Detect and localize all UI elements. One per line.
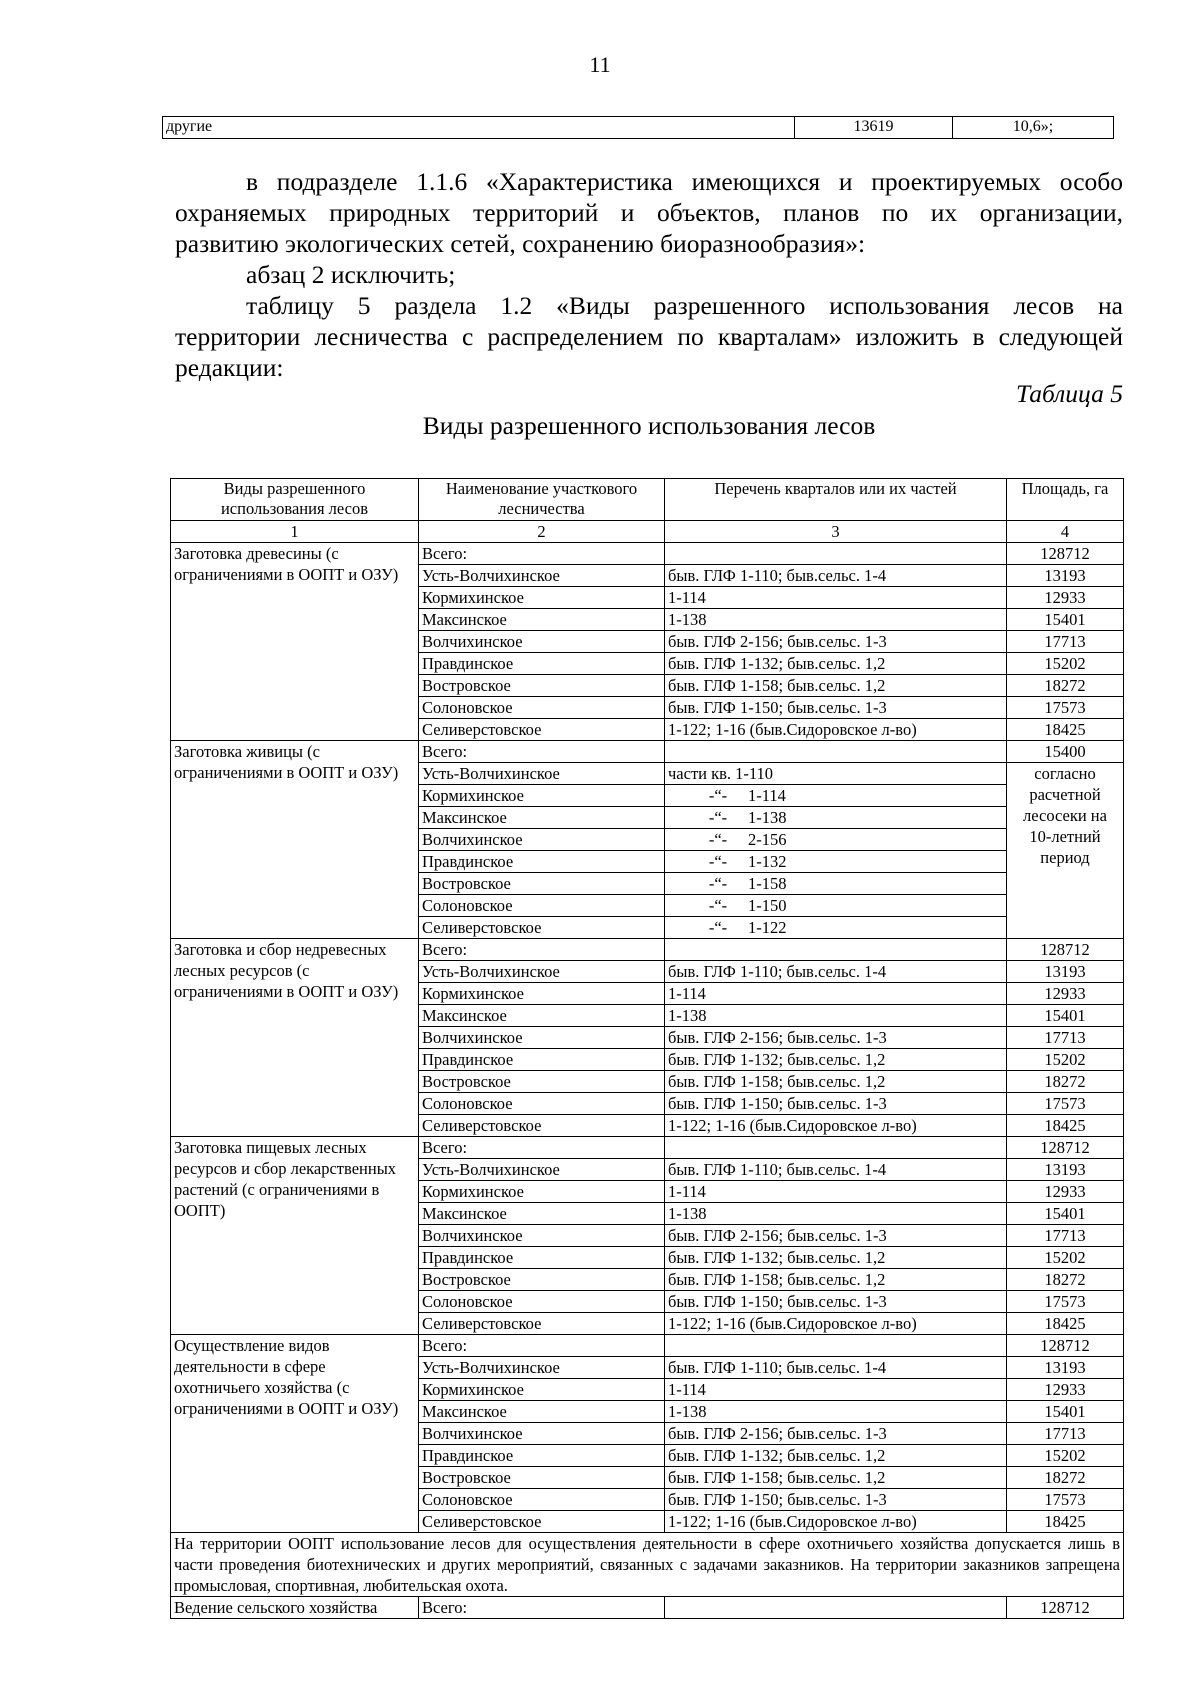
quarters-list: быв. ГЛФ 1-110; быв.сельс. 1-4 [665,1357,1007,1379]
table-row [171,939,1124,961]
quarters-list [665,1335,1007,1357]
prev-row-percent: 10,6»; [953,117,1114,139]
table-row [171,1597,1124,1619]
quarters-list [665,895,1007,917]
table-row [171,543,1124,565]
area-value: 18425 [1007,1511,1124,1533]
forestry-name: Солоновское [419,1093,665,1115]
area-value: 15401 [1007,609,1124,631]
quarters-list [665,741,1007,763]
quarter-range: 1-132 [748,852,787,871]
quarters-list: быв. ГЛФ 1-150; быв.сельс. 1-3 [665,1291,1007,1313]
area-value: 17713 [1007,631,1124,653]
forestry-name: Селиверстовское [419,1511,665,1533]
area-value: 15202 [1007,1247,1124,1269]
area-value: 15202 [1007,1049,1124,1071]
area-value: 12933 [1007,1181,1124,1203]
quarters-list: быв. ГЛФ 1-158; быв.сельс. 1,2 [665,675,1007,697]
paragraph-line: абзац 2 исключить; [246,260,456,289]
area-value: 17573 [1007,697,1124,719]
category-cell: Заготовка живицы (с ограничениями в ООПТ и ОЗУ) [171,741,419,939]
table-row [171,1137,1124,1159]
forestry-name: Усть-Волчихинское [419,763,665,785]
forestry-name: Солоновское [419,697,665,719]
quarters-list [665,1137,1007,1159]
quarters-list [665,543,1007,565]
forest-use-table [170,478,1124,1619]
forestry-name: Селиверстовское [419,1115,665,1137]
forestry-name: Солоновское [419,1291,665,1313]
forestry-name: Всего: [419,939,665,961]
forestry-name: Волчихинское [419,631,665,653]
quarters-list: быв. ГЛФ 1-110; быв.сельс. 1-4 [665,1159,1007,1181]
forestry-name: Кормихинское [419,983,665,1005]
forestry-name: Волчихинское [419,1027,665,1049]
quarter-range: 2-156 [748,830,787,849]
page-number: 11 [589,52,611,77]
area-value: 17573 [1007,1291,1124,1313]
quarters-list: быв. ГЛФ 1-150; быв.сельс. 1-3 [665,1489,1007,1511]
previous-table-fragment [162,116,1114,139]
area-note: согласно расчетной лесосеки на 10-летний период [1007,763,1124,939]
quarters-list: 1-114 [665,1379,1007,1401]
table-header-row [171,479,1124,521]
forestry-name: Усть-Волчихинское [419,961,665,983]
quarters-list: быв. ГЛФ 1-110; быв.сельс. 1-4 [665,565,1007,587]
quarters-list: 1-114 [665,1181,1007,1203]
quarters-list: 1-138 [665,1203,1007,1225]
quarters-list: быв. ГЛФ 1-132; быв.сельс. 1,2 [665,1049,1007,1071]
area-value: 18425 [1007,1313,1124,1335]
area-value: 128712 [1007,1335,1124,1357]
quarters-list: быв. ГЛФ 1-132; быв.сельс. 1,2 [665,1445,1007,1467]
quarters-list [665,917,1007,939]
quarters-list: части кв. 1-110 [665,763,1007,785]
table-row [163,117,1114,139]
quarters-list: быв. ГЛФ 2-156; быв.сельс. 1-3 [665,1423,1007,1445]
forestry-name: Максинское [419,1203,665,1225]
area-value: 13193 [1007,961,1124,983]
quarter-range: 1-150 [748,896,787,915]
paragraph-line: территории лесничества с распределением по кварталам» изложить в следующей [175,322,1123,351]
quarters-list [665,851,1007,873]
column-number: 3 [665,521,1007,543]
quarters-list: быв. ГЛФ 1-158; быв.сельс. 1,2 [665,1467,1007,1489]
forestry-name: Востровское [419,1269,665,1291]
area-value: 18425 [1007,719,1124,741]
quarters-list: 1-114 [665,983,1007,1005]
forestry-name: Волчихинское [419,829,665,851]
quarter-range: 1-138 [748,808,787,827]
table-title: Виды разрешенного использования лесов [422,411,876,440]
forestry-name: Востровское [419,873,665,895]
quarters-list: 1-114 [665,587,1007,609]
forestry-name: Всего: [419,1137,665,1159]
area-value: 17713 [1007,1027,1124,1049]
forestry-name: Усть-Волчихинское [419,1357,665,1379]
quarters-list: быв. ГЛФ 2-156; быв.сельс. 1-3 [665,631,1007,653]
quarters-list: быв. ГЛФ 2-156; быв.сельс. 1-3 [665,1225,1007,1247]
forestry-name: Усть-Волчихинское [419,565,665,587]
category-cell: Осуществление видов деятельности в сфере охотничьего хозяйства (с ограничениями в ООПТ и ОЗУ) [171,1335,419,1533]
quarters-list [665,807,1007,829]
prev-row-label: другие [163,117,795,139]
quarters-list: быв. ГЛФ 1-158; быв.сельс. 1,2 [665,1071,1007,1093]
paragraph-line: редакции: [175,353,284,382]
area-value: 15202 [1007,653,1124,675]
area-value: 17713 [1007,1225,1124,1247]
body-text [175,166,1123,383]
quarter-range: 1-158 [748,874,787,893]
area-value: 17573 [1007,1489,1124,1511]
quarters-list: 1-122; 1-16 (быв.Сидоровское л-во) [665,1511,1007,1533]
area-value: 15401 [1007,1401,1124,1423]
area-value: 18272 [1007,675,1124,697]
quarters-list: быв. ГЛФ 1-132; быв.сельс. 1,2 [665,653,1007,675]
ditto-mark: -“- [708,786,728,805]
area-value: 12933 [1007,983,1124,1005]
forestry-name: Правдинское [419,653,665,675]
ditto-mark: -“- [708,918,728,937]
column-header: Площадь, га [1007,479,1124,521]
table-note-row [171,1533,1124,1597]
forestry-name: Правдинское [419,1049,665,1071]
quarters-list: 1-122; 1-16 (быв.Сидоровское л-во) [665,1115,1007,1137]
prev-row-value: 13619 [795,117,953,139]
quarters-list [665,939,1007,961]
forestry-name: Селиверстовское [419,917,665,939]
forestry-name: Всего: [419,1335,665,1357]
area-value: 13193 [1007,565,1124,587]
area-value: 17713 [1007,1423,1124,1445]
quarters-list: быв. ГЛФ 1-150; быв.сельс. 1-3 [665,697,1007,719]
area-value: 17573 [1007,1093,1124,1115]
category-cell: Заготовка древесины (с ограничениями в ООПТ и ОЗУ) [171,543,419,741]
area-value: 18425 [1007,1115,1124,1137]
quarters-list [665,829,1007,851]
forestry-name: Кормихинское [419,785,665,807]
column-header: Наименование участкового лесничества [419,479,665,521]
quarters-list: быв. ГЛФ 1-132; быв.сельс. 1,2 [665,1247,1007,1269]
forestry-name: Максинское [419,1005,665,1027]
area-value: 15401 [1007,1005,1124,1027]
category-cell: Ведение сельского хозяйства [171,1597,419,1619]
category-cell: Заготовка пищевых лесных ресурсов и сбор лекарственных растений (с ограничениями в ООПТ) [171,1137,419,1335]
table-caption: Таблица 5 [1015,379,1123,408]
forestry-name: Правдинское [419,851,665,873]
area-value: 18272 [1007,1269,1124,1291]
area-value: 15400 [1007,741,1124,763]
quarters-list [665,785,1007,807]
forestry-name: Солоновское [419,1489,665,1511]
forestry-name: Солоновское [419,895,665,917]
column-header: Перечень кварталов или их частей [665,479,1007,521]
quarters-list [665,873,1007,895]
forestry-name: Востровское [419,675,665,697]
forestry-name: Усть-Волчихинское [419,1159,665,1181]
area-value: 12933 [1007,1379,1124,1401]
forestry-name: Селиверстовское [419,719,665,741]
quarter-range: 1-114 [748,786,786,805]
category-cell: Заготовка и сбор недревесных лесных ресурсов (с ограничениями в ООПТ и ОЗУ) [171,939,419,1137]
quarters-list: 1-138 [665,609,1007,631]
quarters-list: 1-122; 1-16 (быв.Сидоровское л-во) [665,719,1007,741]
quarters-list: 1-138 [665,1005,1007,1027]
forestry-name: Всего: [419,543,665,565]
column-number: 1 [171,521,419,543]
table-note: На территории ООПТ использование лесов для осуществления деятельности в сфере охотничьего хозяйства допускается лишь в части проведения биотехнических и других мероприятий, связанных с задачами заказников. На территории заказников запрещена промысловая, спортивная, любительская охота. [171,1533,1124,1597]
paragraph-line: таблицу 5 раздела 1.2 «Виды разрешенного использования лесов на [246,291,1123,320]
area-value: 15401 [1007,1203,1124,1225]
quarters-list: 1-122; 1-16 (быв.Сидоровское л-во) [665,1313,1007,1335]
ditto-mark: -“- [708,830,728,849]
ditto-mark: -“- [708,874,728,893]
forestry-name: Востровское [419,1467,665,1489]
quarters-list: быв. ГЛФ 1-150; быв.сельс. 1-3 [665,1093,1007,1115]
table-row [171,741,1124,763]
quarters-list: быв. ГЛФ 1-158; быв.сельс. 1,2 [665,1269,1007,1291]
area-value: 13193 [1007,1357,1124,1379]
ditto-mark: -“- [708,808,728,827]
area-value: 13193 [1007,1159,1124,1181]
forestry-name: Востровское [419,1071,665,1093]
forestry-name: Максинское [419,807,665,829]
forestry-name: Максинское [419,609,665,631]
column-number: 4 [1007,521,1124,543]
paragraph-line: охраняемых природных территорий и объектов, планов по их организации, [175,198,1123,227]
area-value: 128712 [1007,939,1124,961]
paragraph-line: развитию экологических сетей, сохранению биоразнообразия»: [175,229,866,258]
column-number-row [171,521,1124,543]
forestry-name: Правдинское [419,1445,665,1467]
area-value: 128712 [1007,543,1124,565]
forestry-name: Всего: [419,1597,665,1619]
quarters-list: быв. ГЛФ 1-110; быв.сельс. 1-4 [665,961,1007,983]
forestry-name: Кормихинское [419,587,665,609]
paragraph-line: в подразделе 1.1.6 «Характеристика имеющихся и проектируемых особо [246,167,1123,196]
column-header: Виды разрешенного использования лесов [171,479,419,521]
forestry-name: Волчихинское [419,1225,665,1247]
ditto-mark: -“- [708,896,728,915]
forestry-name: Кормихинское [419,1379,665,1401]
column-number: 2 [419,521,665,543]
area-value: 12933 [1007,587,1124,609]
forestry-name: Кормихинское [419,1181,665,1203]
quarters-list: 1-138 [665,1401,1007,1423]
ditto-mark: -“- [708,852,728,871]
forestry-name: Всего: [419,741,665,763]
quarter-range: 1-122 [748,918,787,937]
forestry-name: Волчихинское [419,1423,665,1445]
area-value: 18272 [1007,1071,1124,1093]
area-value: 18272 [1007,1467,1124,1489]
area-value: 128712 [1007,1137,1124,1159]
forestry-name: Максинское [419,1401,665,1423]
forestry-name: Селиверстовское [419,1313,665,1335]
area-value: 128712 [1007,1597,1124,1619]
quarters-list: быв. ГЛФ 2-156; быв.сельс. 1-3 [665,1027,1007,1049]
forestry-name: Правдинское [419,1247,665,1269]
area-value: 15202 [1007,1445,1124,1467]
quarters-list [665,1597,1007,1619]
table-row [171,1335,1124,1357]
